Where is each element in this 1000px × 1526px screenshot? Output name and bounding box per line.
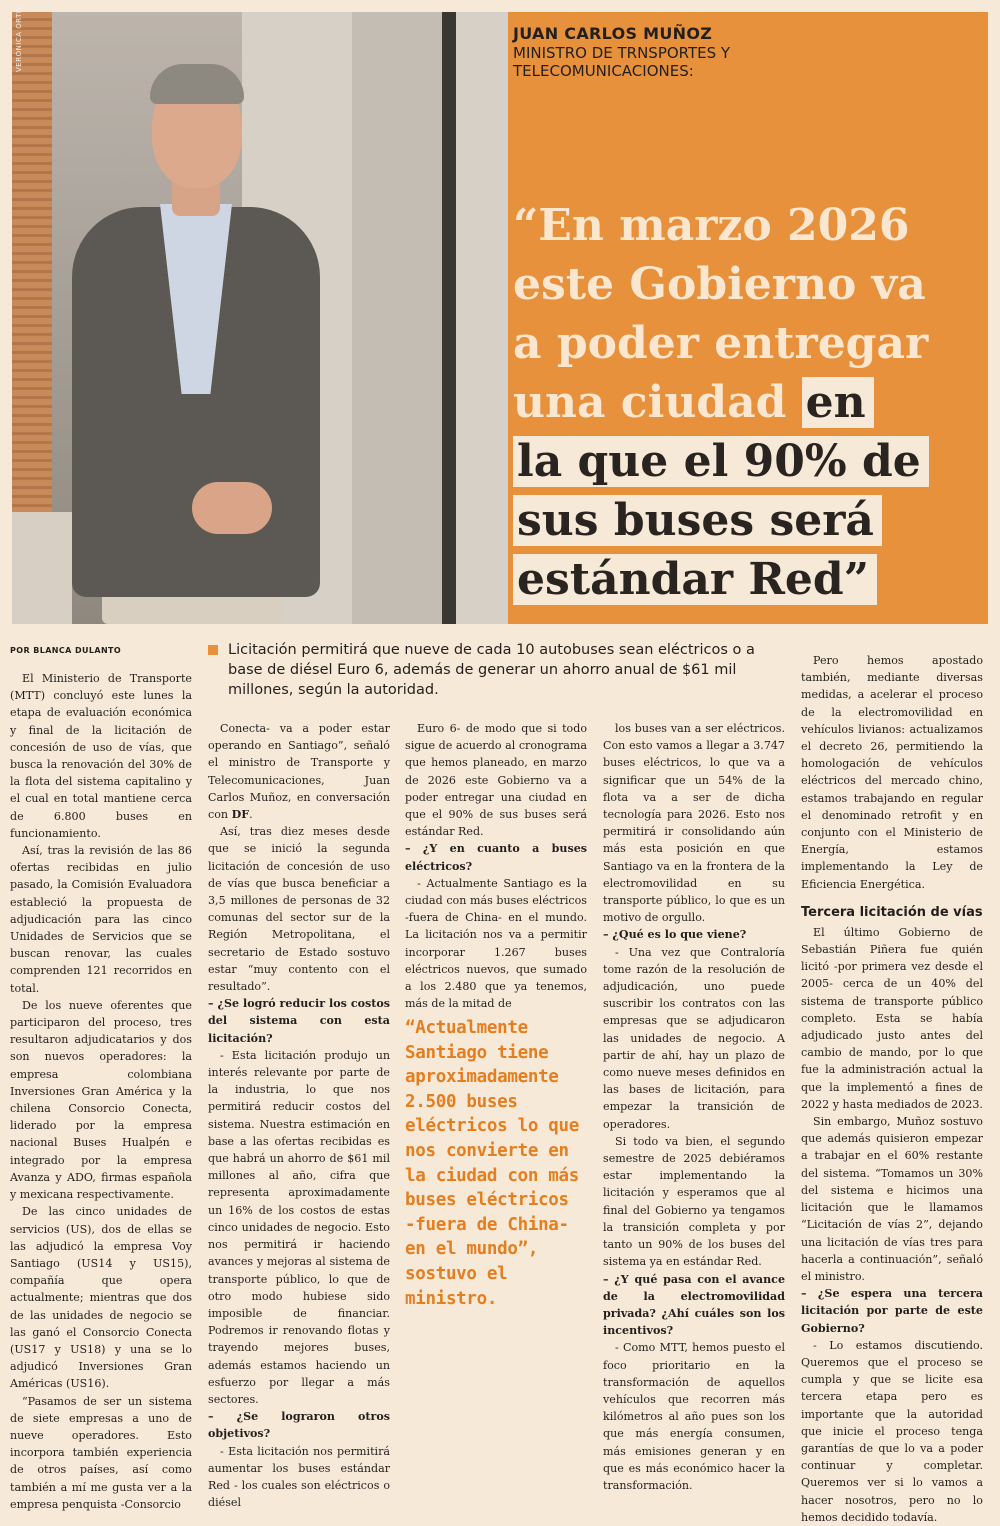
article-column-1 [10,670,192,1513]
body-paragraph: De los nueve oferentes que participaron del proceso, tres resultaron adjudicatarios y dos son nuevos operadores: la empresa colombiana Inversiones Gran América y la chilena Consorcio Conecta, liderado por la empresa nacional Buses Hualpén e integrado por la empresa Avanza y ADO, firmas española y mexicana respectivamente. [10,998,192,1202]
headline-line [513,373,975,432]
body-paragraph: El Ministerio de Transporte (MTT) concluyó este lunes la etapa de evaluación económica y final de la licitación de concesión de uso de vías, que busca la renovación del 30% de la flota del sistema capitalino y el cual en total mantiene cerca de 6.800 buses en funcionamiento. [10,672,192,840]
pull-quote: “Actualmente Santiago tiene aproximadamente 2.500 buses eléctricos lo que nos convierte en la ciudad con más buses eléctricos -fuera de China- en el mundo”, sostuvo el ministro. [405,1018,580,1309]
square-bullet-icon [208,645,218,655]
body-paragraph: Sin embargo, Muñoz sostuvo que además quisieron empezar a trabajar en el 60% restante del sistema. “Tomamos un 30% del sistema e hicimos una licitación que le llamamos “Licitación de vías 2”, dejando una licitación de vías tres para hacerla a continuación”, señaló el ministro. [801,1115,983,1283]
headline-line: “En marzo 2026 [513,200,910,251]
interview-question: – ¿Y en cuanto a buses eléctricos? [405,842,587,873]
interview-question: – ¿Qué es lo que viene? [603,928,747,942]
interviewee-name: JUAN CARLOS MUÑOZ [513,24,713,43]
article-column-2 [208,720,390,1511]
headline-line: a poder entregar [513,318,929,369]
body-paragraph: Euro 6- de modo que si todo sigue de acuerdo al cronograma que hemos planeado, en marzo de 2026 este Gobierno va a poder entregar una ciudad en que el 90% de sus buses será estándar Red. [405,722,587,839]
article-column-3 [405,720,587,1012]
headline-line: este Gobierno va [513,259,926,310]
person-hair [150,64,244,104]
body-paragraph: - Una vez que Contraloría tome razón de la resolución de adjudicación, uno puede suscribir los contratos con las empresas que se adjudicaron las unidades de negocio. A partir de ahí, hay un plazo de como nueve meses definidos en las bases de licitación, para empezar la transición de operadores. [603,945,785,1131]
body-paragraph: - Actualmente Santiago es la ciudad con más buses eléctricos -fuera de China- en el mundo. La licitación nos va a permitir incorporar 1.267 buses eléctricos nuevos, que sumado a los 2.480 que ya tenemos, más de la mitad de [405,876,587,1011]
headline-segment: una ciudad [513,377,802,428]
photo-credit: VERÓNICA ORTIZ [15,5,23,72]
body-paragraph: - Esta licitación produjo un interés relevante por parte de la industria, lo que nos permitirá reducir costos del sistema. Nuestra estimación en base a las ofertas recibidas es que habrá un ahorro de $61 mil millones al año, cifra que representa aproximadamente un 16% de los costos de estas cinco unidades de negocio. Esto nos permitirá ir haciendo avances y mejoras al sistema de transporte público, lo que de otro modo hubiese sido imposible de financiar. Podremos ir renovando flotas y trayendo mejores buses, además estamos haciendo un esfuerzo por llegar a más sectores. [208,1048,390,1406]
byline: POR BLANCA DULANTO [10,646,122,655]
headline-highlight: sus buses será [513,495,882,546]
shelf [12,512,72,624]
publication-name: DF [231,808,250,822]
headline-line [513,432,975,491]
interview-question: – ¿Se logró reducir los costos del sistema con esta licitación? [208,997,390,1045]
person-hands [192,482,272,534]
window-frame [442,12,456,624]
body-text: . [249,808,253,822]
body-paragraph [208,720,390,823]
lead-text: Licitación permitirá que nueve de cada 10 autobuses sean eléctricos o a base de diésel Euro 6, además de generar un ahorro anual de $61 mil millones, según la autoridad. [228,642,755,698]
body-paragraph: El último Gobierno de Sebastián Piñera fue quién licitó -por primera vez desde el 2005- cerca de un 40% del sistema de transporte público completo. Esta se había adjudicado justo antes del cambio de mando, por lo que fue la administración actual la que la implementó a fines de 2022 y hasta mediados de 2023. [801,925,983,1111]
section-heading: Tercera licitación de vías [801,904,983,920]
body-paragraph: - Lo estamos discutiendo. Queremos que el proceso se cumpla y que se licite esa tercera etapa pero es importante que la autoridad que inicie el proceso tenga garantías de que lo va a poder continuar y completar. Queremos ver si lo vamos a hacer nosotros, pero no lo hemos decidido todavía. [801,1338,983,1524]
window-building [352,12,442,624]
body-paragraph: los buses van a ser eléctricos. Con esto vamos a llegar a 3.747 buses eléctricos, lo que va a significar que un 54% de la flota va a ser de dicha tecnología para 2026. Esto nos permitirá ir consolidando aún más esta posición en que Santiago va en la frontera de la electromovilidad en su transporte público, lo que es un motivo de orgullo. [603,722,785,925]
body-paragraph: De las cinco unidades de servicios (US), dos de ellas se las adjudicó la empresa Voy Santiago (US14 y US15), compañía que opera actualmente; mientras que dos de las unidades de negocio se las ganó el Consorcio Conecta (US17 y US18) y una se lo adjudicó Inversiones Gran Américas (US16). [10,1205,192,1391]
headline-highlight: la que el 90% de [513,436,929,487]
interviewee-role [513,44,973,80]
headline [513,196,975,609]
interviewee-role-line1: MINISTRO DE TRNSPORTES Y [513,44,731,62]
window-building [456,12,508,624]
interviewee-role-line2: TELECOMUNICACIONES: [513,62,694,80]
body-paragraph: Así, tras diez meses desde que se inició la segunda licitación de concesión de uso de vías que busca beneficiar a 3,5 millones de personas de 32 comunas del sector sur de la Región Metropolitana, el secretario de Estado sostuvo estar “muy contento con el resultado”. [208,825,390,994]
body-paragraph: Así, tras la revisión de las 86 ofertas recibidas en julio pasado, la Comisión Evaluadora estableció la propuesta de adjudicación para las cinco Unidades de Servicios que se buscan renovar, las cuales comprenden 121 recorridos en total. [10,844,192,995]
body-paragraph: - Esta licitación nos permitirá aumentar los buses estándar Red - los cuales son eléctricos o diésel [208,1444,390,1510]
headline-line [513,491,975,550]
body-paragraph: Pero hemos apostado también, mediante diversas medidas, a acelerar el proceso de la electromovilidad en vehículos livianos: actualizamos el decreto 26, permitiendo la homologación de vehículos eléctricos del mercado chino, estamos trabajando en regular el denominado retrofit y en conjunto con el Ministerio de Energía, estamos implementando la Ley de Eficiencia Energética. [801,654,983,891]
headline-highlight: en [802,377,874,428]
interview-question: – ¿Se lograron otros objetivos? [208,1410,390,1441]
minister-photo [12,5,580,624]
interview-question: – ¿Y qué pasa con el avance de la electromovilidad privada? ¿Ahí cuáles son los incentivos? [603,1272,785,1338]
body-paragraph: - Como MTT, hemos puesto el foco prioritario en la transformación de aquellos vehículos que recorren más kilómetros al año pues son los que más energía consumen, más emisiones generan y en que es más económico hacer la transformación. [603,1341,785,1492]
interview-question: – ¿Se espera una tercera licitación por parte de este Gobierno? [801,1287,983,1335]
article-column-5 [801,652,983,1526]
body-paragraph: Si todo va bien, el segundo semestre de 2025 debiéramos estar implementando la licitación y esperamos que al final del Gobierno ya tengamos la transición completa y por tanto un 90% de los buses del sistema ya en estándar Red. [603,1134,785,1269]
lead-paragraph [208,640,793,700]
headline-line [513,550,975,609]
interviewee-block [513,24,973,80]
body-text: Conecta- va a poder estar operando en Santiago”, señaló el ministro de Transporte y Telecomunicaciones, Juan Carlos Muñoz, en conversación con [208,722,390,822]
headline-highlight: estándar Red” [513,554,877,605]
body-paragraph: “Pasamos de ser un sistema de siete empresas a uno de nueve operadores. Esto incorpora también experiencia de otros países, así como también a mí me gusta ver a la empresa penquista -Consorcio [10,1394,192,1511]
article-column-4 [603,720,785,1494]
